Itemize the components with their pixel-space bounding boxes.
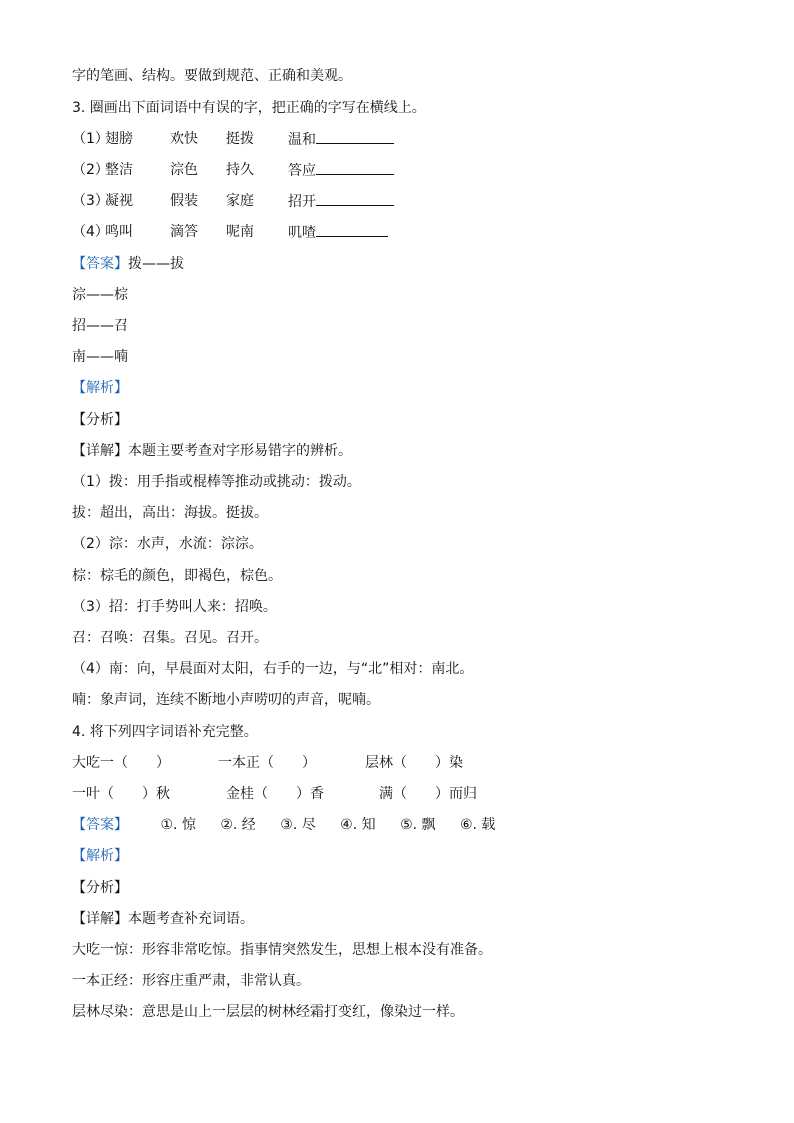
idiom-blank[interactable]: 层林（ ）染 — [365, 755, 463, 771]
answer-blank[interactable] — [316, 222, 388, 237]
q3-answer-line: 淙——棕 — [72, 287, 128, 303]
detail-line: 棕：棕毛的颜色，即褐色，棕色。 — [72, 568, 282, 584]
xiangjie-text: 本题考查补充词语。 — [128, 911, 254, 927]
xiangjie-tag: 【详解】 — [72, 443, 128, 459]
answer-blank[interactable] — [316, 191, 394, 206]
detail-line: 一本正经：形容庄重严肃，非常认真。 — [72, 973, 310, 989]
word: 整洁 — [105, 162, 133, 178]
q4-xiangjie — [72, 909, 254, 929]
word-with-blank — [288, 160, 394, 181]
idiom-blank[interactable]: 大吃一（ ） — [72, 755, 170, 771]
detail-line: 喃：象声词，连续不断地小声唠叨的声音，呢喃。 — [72, 692, 380, 708]
answer-item: ⑥. 载 — [459, 817, 496, 833]
fenxi-tag: 【分析】 — [72, 880, 128, 896]
word-with-blank — [288, 129, 394, 150]
q3-answer-line: 招——召 — [72, 318, 128, 334]
idiom-blank[interactable]: 一本正（ ） — [218, 755, 316, 771]
detail-line: 层林尽染：意思是山上一层层的树林经霜打变红，像染过一样。 — [72, 1004, 464, 1020]
answer-text: 拨——拔 — [128, 256, 184, 272]
jiexi-tag: 【解析】 — [72, 848, 128, 864]
idiom-blank[interactable]: 一叶（ ）秋 — [72, 786, 170, 802]
answer-item: ③. 尽 — [280, 817, 316, 833]
detail-line: 召：召唤：召集。召见。召开。 — [72, 630, 268, 646]
word: 淙色 — [170, 162, 198, 178]
idiom-blank[interactable]: 金桂（ ）香 — [226, 786, 324, 802]
answer-blank[interactable] — [316, 129, 394, 144]
answer-tag: 【答案】 — [72, 817, 128, 833]
idiom-blank[interactable]: 满（ ）而归 — [379, 786, 477, 802]
word: 欢快 — [170, 131, 198, 147]
word-with-blank — [288, 222, 388, 243]
q3-prompt: 3. 圈画出下面词语中有误的字，把正确的字写在横线上。 — [72, 100, 426, 116]
word: 挺拨 — [226, 131, 254, 147]
row-number: （3） — [72, 193, 109, 209]
answer-blank[interactable] — [316, 160, 394, 175]
answer-item: ①. 惊 — [160, 817, 196, 833]
word: 凝视 — [105, 193, 133, 209]
jiexi-tag: 【解析】 — [72, 380, 128, 396]
xiangjie-text: 本题主要考查对字形易错字的辨析。 — [128, 443, 352, 459]
word: 持久 — [226, 162, 254, 178]
word: 鸣叫 — [105, 224, 133, 240]
q3-xiangjie — [72, 441, 352, 461]
detail-line: （2）淙：水声，水流：淙淙。 — [72, 536, 263, 552]
q3-answer — [72, 254, 184, 274]
word: 翅膀 — [105, 131, 133, 147]
detail-line: 拔：超出，高出：海拔。挺拔。 — [72, 505, 268, 521]
word-with-blank — [288, 191, 394, 212]
fenxi-tag: 【分析】 — [72, 412, 128, 428]
word: 滴答 — [170, 224, 198, 240]
intro-line: 字的笔画、结构。要做到规范、正确和美观。 — [72, 68, 352, 84]
row-number: （4） — [72, 224, 109, 240]
row-number: （1） — [72, 131, 109, 147]
word: 温和 — [288, 132, 316, 148]
detail-line: （3）招：打手势叫人来：招唤。 — [72, 599, 277, 615]
q3-answer-line: 南——喃 — [72, 349, 128, 365]
detail-line: （4）南：向，早晨面对太阳，右手的一边，与“北”相对：南北。 — [72, 661, 474, 677]
word: 呢南 — [226, 224, 254, 240]
word: 答应 — [288, 163, 316, 179]
q4-answer — [72, 815, 515, 835]
detail-line: （1）拨：用手指或棍棒等推动或挑动：拨动。 — [72, 474, 361, 490]
answer-item: ②. 经 — [220, 817, 256, 833]
answer-item: ④. 知 — [340, 817, 376, 833]
word: 叽喳 — [288, 225, 316, 241]
word: 招开 — [288, 194, 316, 210]
word: 假装 — [170, 193, 198, 209]
detail-line: 大吃一惊：形容非常吃惊。指事情突然发生，思想上根本没有准备。 — [72, 942, 492, 958]
xiangjie-tag: 【详解】 — [72, 911, 128, 927]
q4-prompt: 4. 将下列四字词语补充完整。 — [72, 724, 258, 740]
word: 家庭 — [226, 193, 254, 209]
row-number: （2） — [72, 162, 109, 178]
answer-item: ⑤. 飘 — [400, 817, 436, 833]
answer-tag: 【答案】 — [72, 256, 128, 272]
